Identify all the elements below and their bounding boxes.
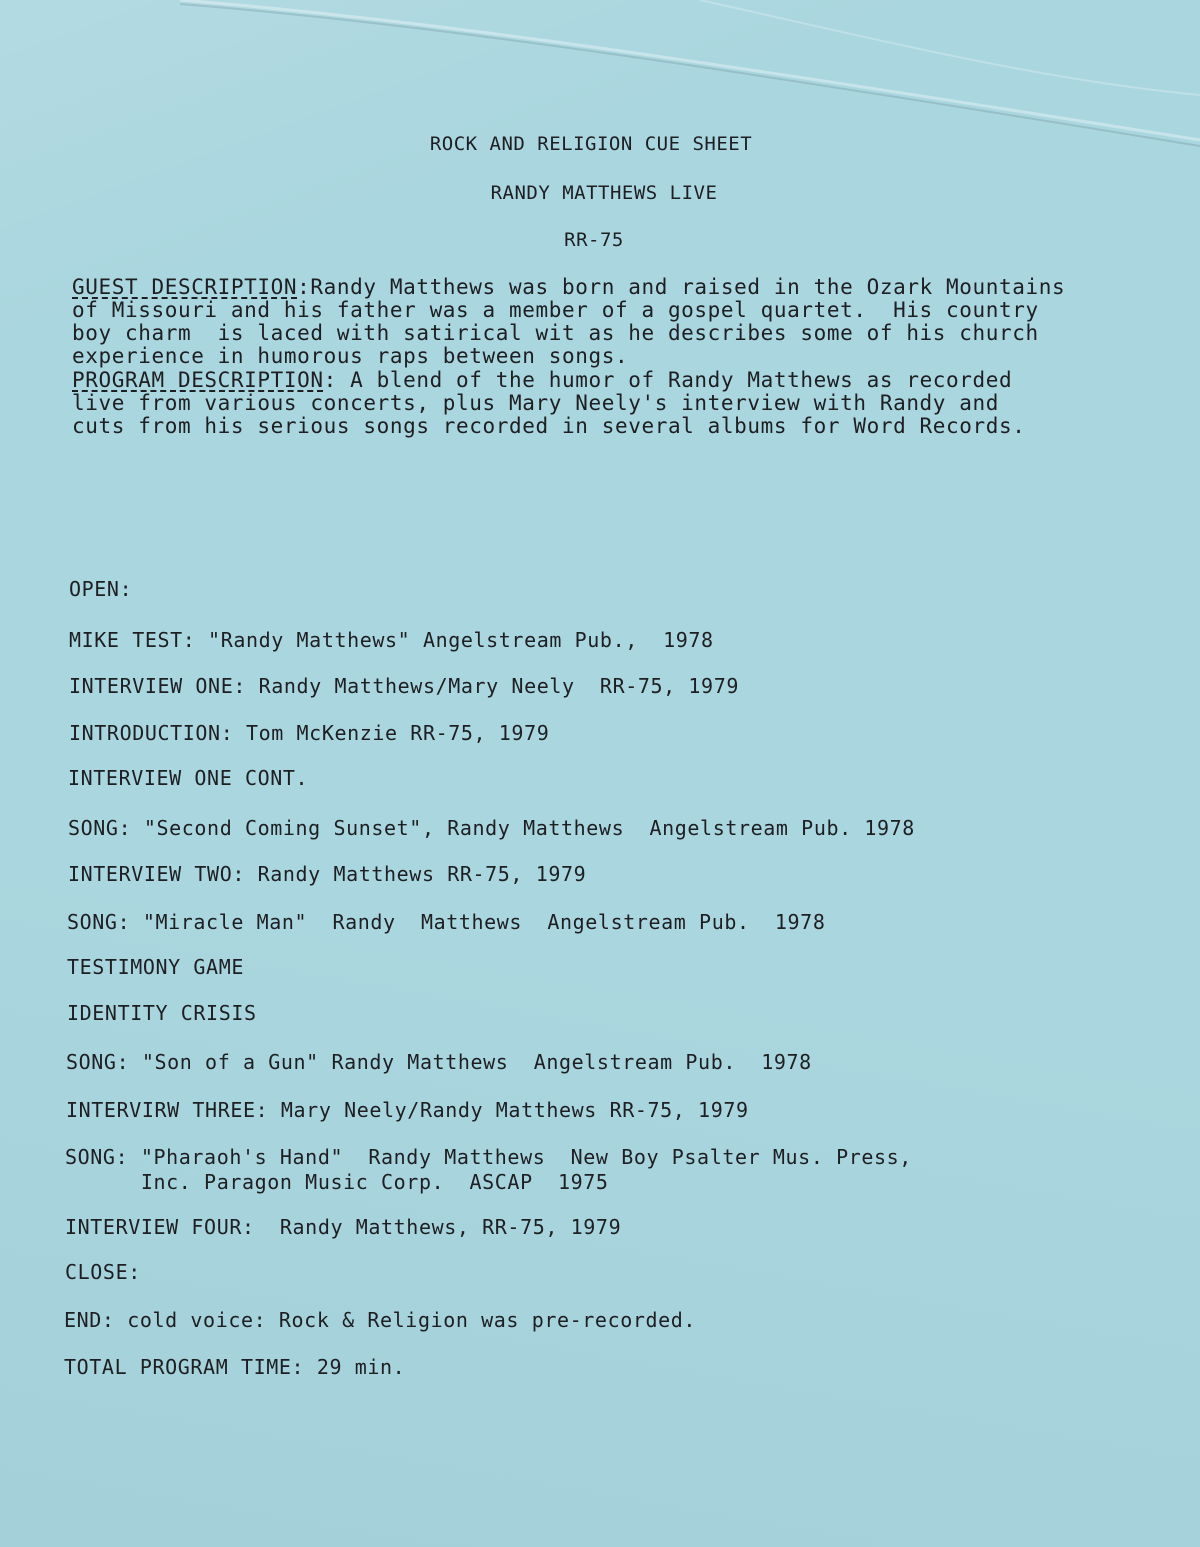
cue-interview-two: INTERVIEW TWO: Randy Matthews RR-75, 1979 xyxy=(68,862,587,886)
sheet-title: ROCK AND RELIGION CUE SHEET xyxy=(429,133,753,155)
cue-close: CLOSE: xyxy=(65,1260,141,1284)
cue-song-pharaohs-hand: SONG: "Pharaoh's Hand" Randy Matthews New Boy Psalter Mus. Press, xyxy=(65,1145,912,1169)
cue-song-miracle-man: SONG: "Miracle Man" Randy Matthews Angelstream Pub. 1978 xyxy=(67,910,826,934)
program-line: cuts from his serious songs recorded in several albums for Word Records. xyxy=(72,414,1026,438)
guest-description xyxy=(72,276,1152,368)
program-description xyxy=(72,369,1152,438)
guest-line: :Randy Matthews was born and raised in the Ozark Mountains xyxy=(297,275,1066,299)
program-line: live from various concerts, plus Mary Neely's interview with Randy and xyxy=(72,391,1000,415)
cue-song-second-coming-sunset: SONG: "Second Coming Sunset", Randy Matthews Angelstream Pub. 1978 xyxy=(68,816,915,840)
cue-interview-three: INTERVIRW THREE: Mary Neely/Randy Matthews RR-75, 1979 xyxy=(66,1098,749,1122)
guest-line: of Missouri and his father was a member of a gospel quartet. His country xyxy=(72,298,1039,322)
program-code: RR-75 xyxy=(564,229,624,251)
program-description-label: PROGRAM DESCRIPTION xyxy=(72,368,324,392)
guest-line: boy charm is laced with satirical wit as he describes some of his church xyxy=(72,321,1039,345)
cue-song-pharaohs-hand-cont: Inc. Paragon Music Corp. ASCAP 1975 xyxy=(65,1170,609,1194)
guest-description-label: GUEST DESCRIPTION xyxy=(72,275,298,299)
cue-identity-crisis: IDENTITY CRISIS xyxy=(67,1001,257,1025)
cue-song-son-of-a-gun: SONG: "Son of a Gun" Randy Matthews Angelstream Pub. 1978 xyxy=(66,1050,812,1074)
guest-line: experience in humorous raps between songs. xyxy=(72,344,629,368)
cue-testimony-game: TESTIMONY GAME xyxy=(67,955,244,979)
paper-crease xyxy=(180,0,1200,150)
cue-interview-one-cont: INTERVIEW ONE CONT. xyxy=(68,766,309,790)
cue-interview-one: INTERVIEW ONE: Randy Matthews/Mary Neely RR-75, 1979 xyxy=(69,674,739,698)
cue-mike-test: MIKE TEST: "Randy Matthews" Angelstream Pub., 1978 xyxy=(69,628,714,652)
cue-introduction: INTRODUCTION: Tom McKenzie RR-75, 1979 xyxy=(69,721,550,745)
program-line: : A blend of the humor of Randy Matthews as recorded xyxy=(323,368,1013,392)
cue-open: OPEN: xyxy=(69,577,133,601)
cue-total-time: TOTAL PROGRAM TIME: 29 min. xyxy=(64,1355,406,1379)
cue-end: END: cold voice: Rock & Religion was pre-recorded. xyxy=(64,1308,697,1332)
cue-interview-four: INTERVIEW FOUR: Randy Matthews, RR-75, 1979 xyxy=(65,1215,622,1239)
program-title: RANDY MATTHEWS LIVE xyxy=(490,182,718,204)
